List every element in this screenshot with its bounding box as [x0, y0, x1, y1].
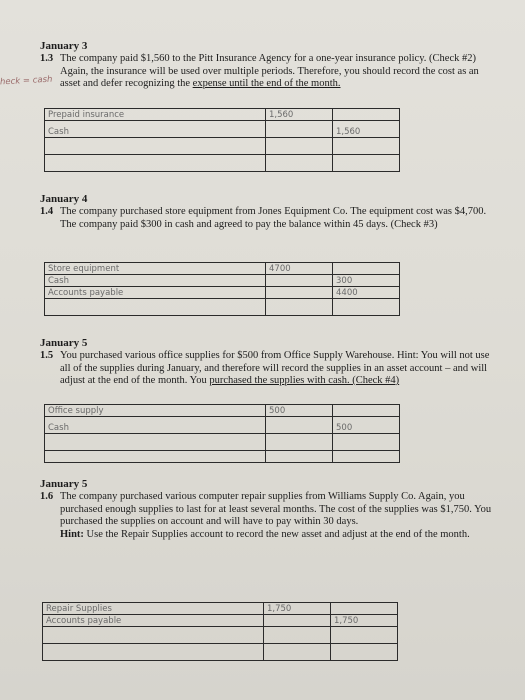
account-cell[interactable]: Cash — [45, 121, 266, 138]
table-row — [45, 109, 400, 121]
table-row — [43, 615, 398, 627]
account-cell[interactable]: Cash — [45, 275, 266, 287]
debit-cell[interactable] — [266, 299, 333, 316]
credit-cell[interactable] — [333, 451, 400, 463]
account-cell[interactable]: Cash — [45, 417, 266, 434]
account-cell[interactable] — [43, 644, 264, 661]
table-row — [45, 287, 400, 299]
debit-cell[interactable] — [266, 138, 333, 155]
problem-1-3 — [40, 40, 495, 91]
debit-cell[interactable]: 1,750 — [264, 603, 331, 615]
credit-cell[interactable]: 1,750 — [331, 615, 398, 627]
credit-cell[interactable] — [333, 434, 400, 451]
table-row — [45, 417, 400, 434]
table-row — [45, 155, 400, 172]
problem-number: 1.5 — [40, 350, 54, 361]
account-cell[interactable]: Office supply — [45, 405, 266, 417]
table-row — [43, 603, 398, 615]
journal-table-1-6 — [42, 602, 398, 661]
credit-cell[interactable]: 4400 — [333, 287, 400, 299]
credit-cell[interactable] — [333, 155, 400, 172]
account-cell[interactable] — [45, 299, 266, 316]
credit-cell[interactable] — [331, 603, 398, 615]
journal-table-1-3 — [44, 108, 400, 172]
problem-date: January 5 — [40, 478, 88, 490]
problem-text: You purchased various office supplies for $500 from Office Supply Warehouse. Hint: You will not use all of the supplies during January, and therefore will record the supplies in an asset account – and will adjust at the end of the month. You purchased the supplies with cash. (Check #4) — [60, 350, 490, 386]
debit-cell[interactable]: 500 — [266, 405, 333, 417]
hint-label: Hint: — [60, 528, 84, 540]
table-row — [43, 644, 398, 661]
account-cell[interactable]: Repair Supplies — [43, 603, 264, 615]
credit-cell[interactable] — [333, 299, 400, 316]
account-cell[interactable]: Accounts payable — [45, 287, 266, 299]
debit-cell[interactable] — [264, 644, 331, 661]
table-row — [45, 138, 400, 155]
account-cell[interactable] — [45, 451, 266, 463]
account-cell[interactable]: Accounts payable — [43, 615, 264, 627]
credit-cell[interactable] — [333, 138, 400, 155]
credit-cell[interactable]: 500 — [333, 417, 400, 434]
account-cell[interactable]: Prepaid insurance — [45, 109, 266, 121]
problem-text: The company purchased various computer repair supplies from Williams Supply Co. Again, you purchased enough supplies to last for at least several months. The cost of the supplies was $1,750. You purchased the supplies on account and will have to pay within 30 days. Hint: Use the Repair Supplies account to record the new asset and adjust at the end of the month. — [60, 491, 492, 540]
table-row — [45, 275, 400, 287]
credit-cell[interactable]: 300 — [333, 275, 400, 287]
credit-cell[interactable] — [333, 263, 400, 275]
debit-cell[interactable] — [264, 627, 331, 644]
table-row — [43, 627, 398, 644]
debit-cell[interactable] — [266, 155, 333, 172]
debit-cell[interactable] — [266, 417, 333, 434]
table-row — [45, 405, 400, 417]
problem-1-6 — [40, 478, 495, 541]
debit-cell[interactable] — [266, 434, 333, 451]
journal-table-1-5 — [44, 404, 400, 463]
credit-cell[interactable]: 1,560 — [333, 121, 400, 138]
problem-date: January 5 — [40, 337, 88, 349]
table-row — [45, 299, 400, 316]
account-cell[interactable] — [45, 155, 266, 172]
credit-cell[interactable] — [333, 405, 400, 417]
problem-number: 1.4 — [40, 206, 54, 217]
table-row — [45, 263, 400, 275]
problem-date: January 4 — [40, 193, 88, 205]
problem-date: January 3 — [40, 40, 88, 52]
margin-note: heck = cash — [0, 74, 53, 88]
credit-cell[interactable] — [331, 627, 398, 644]
debit-cell[interactable] — [266, 287, 333, 299]
debit-cell[interactable]: 1,560 — [266, 109, 333, 121]
problem-number: 1.6 — [40, 491, 54, 502]
account-cell[interactable]: Store equipment — [45, 263, 266, 275]
credit-cell[interactable] — [333, 109, 400, 121]
account-cell[interactable] — [45, 434, 266, 451]
journal-table-1-4 — [44, 262, 400, 316]
table-row — [45, 451, 400, 463]
table-row — [45, 434, 400, 451]
account-cell[interactable] — [43, 627, 264, 644]
account-cell[interactable] — [45, 138, 266, 155]
problem-1-4 — [40, 193, 495, 231]
debit-cell[interactable] — [264, 615, 331, 627]
debit-cell[interactable] — [266, 451, 333, 463]
table-row — [45, 121, 400, 138]
problem-text: The company purchased store equipment from Jones Equipment Co. The equipment cost was $4,700. The company paid $300 in cash and agreed to pay the balance within 45 days. (Check #3) — [60, 206, 487, 230]
problem-1-5 — [40, 337, 495, 388]
problem-number: 1.3 — [40, 53, 54, 64]
problem-text: The company paid $1,560 to the Pitt Insurance Agency for a one-year insurance policy. (Check #2) Again, the insurance will be used over multiple periods. Therefore, you should record the cost as an asset and defer recognizing the expense until the end of the month. — [60, 53, 479, 89]
debit-cell[interactable] — [266, 121, 333, 138]
debit-cell[interactable] — [266, 275, 333, 287]
debit-cell[interactable]: 4700 — [266, 263, 333, 275]
credit-cell[interactable] — [331, 644, 398, 661]
